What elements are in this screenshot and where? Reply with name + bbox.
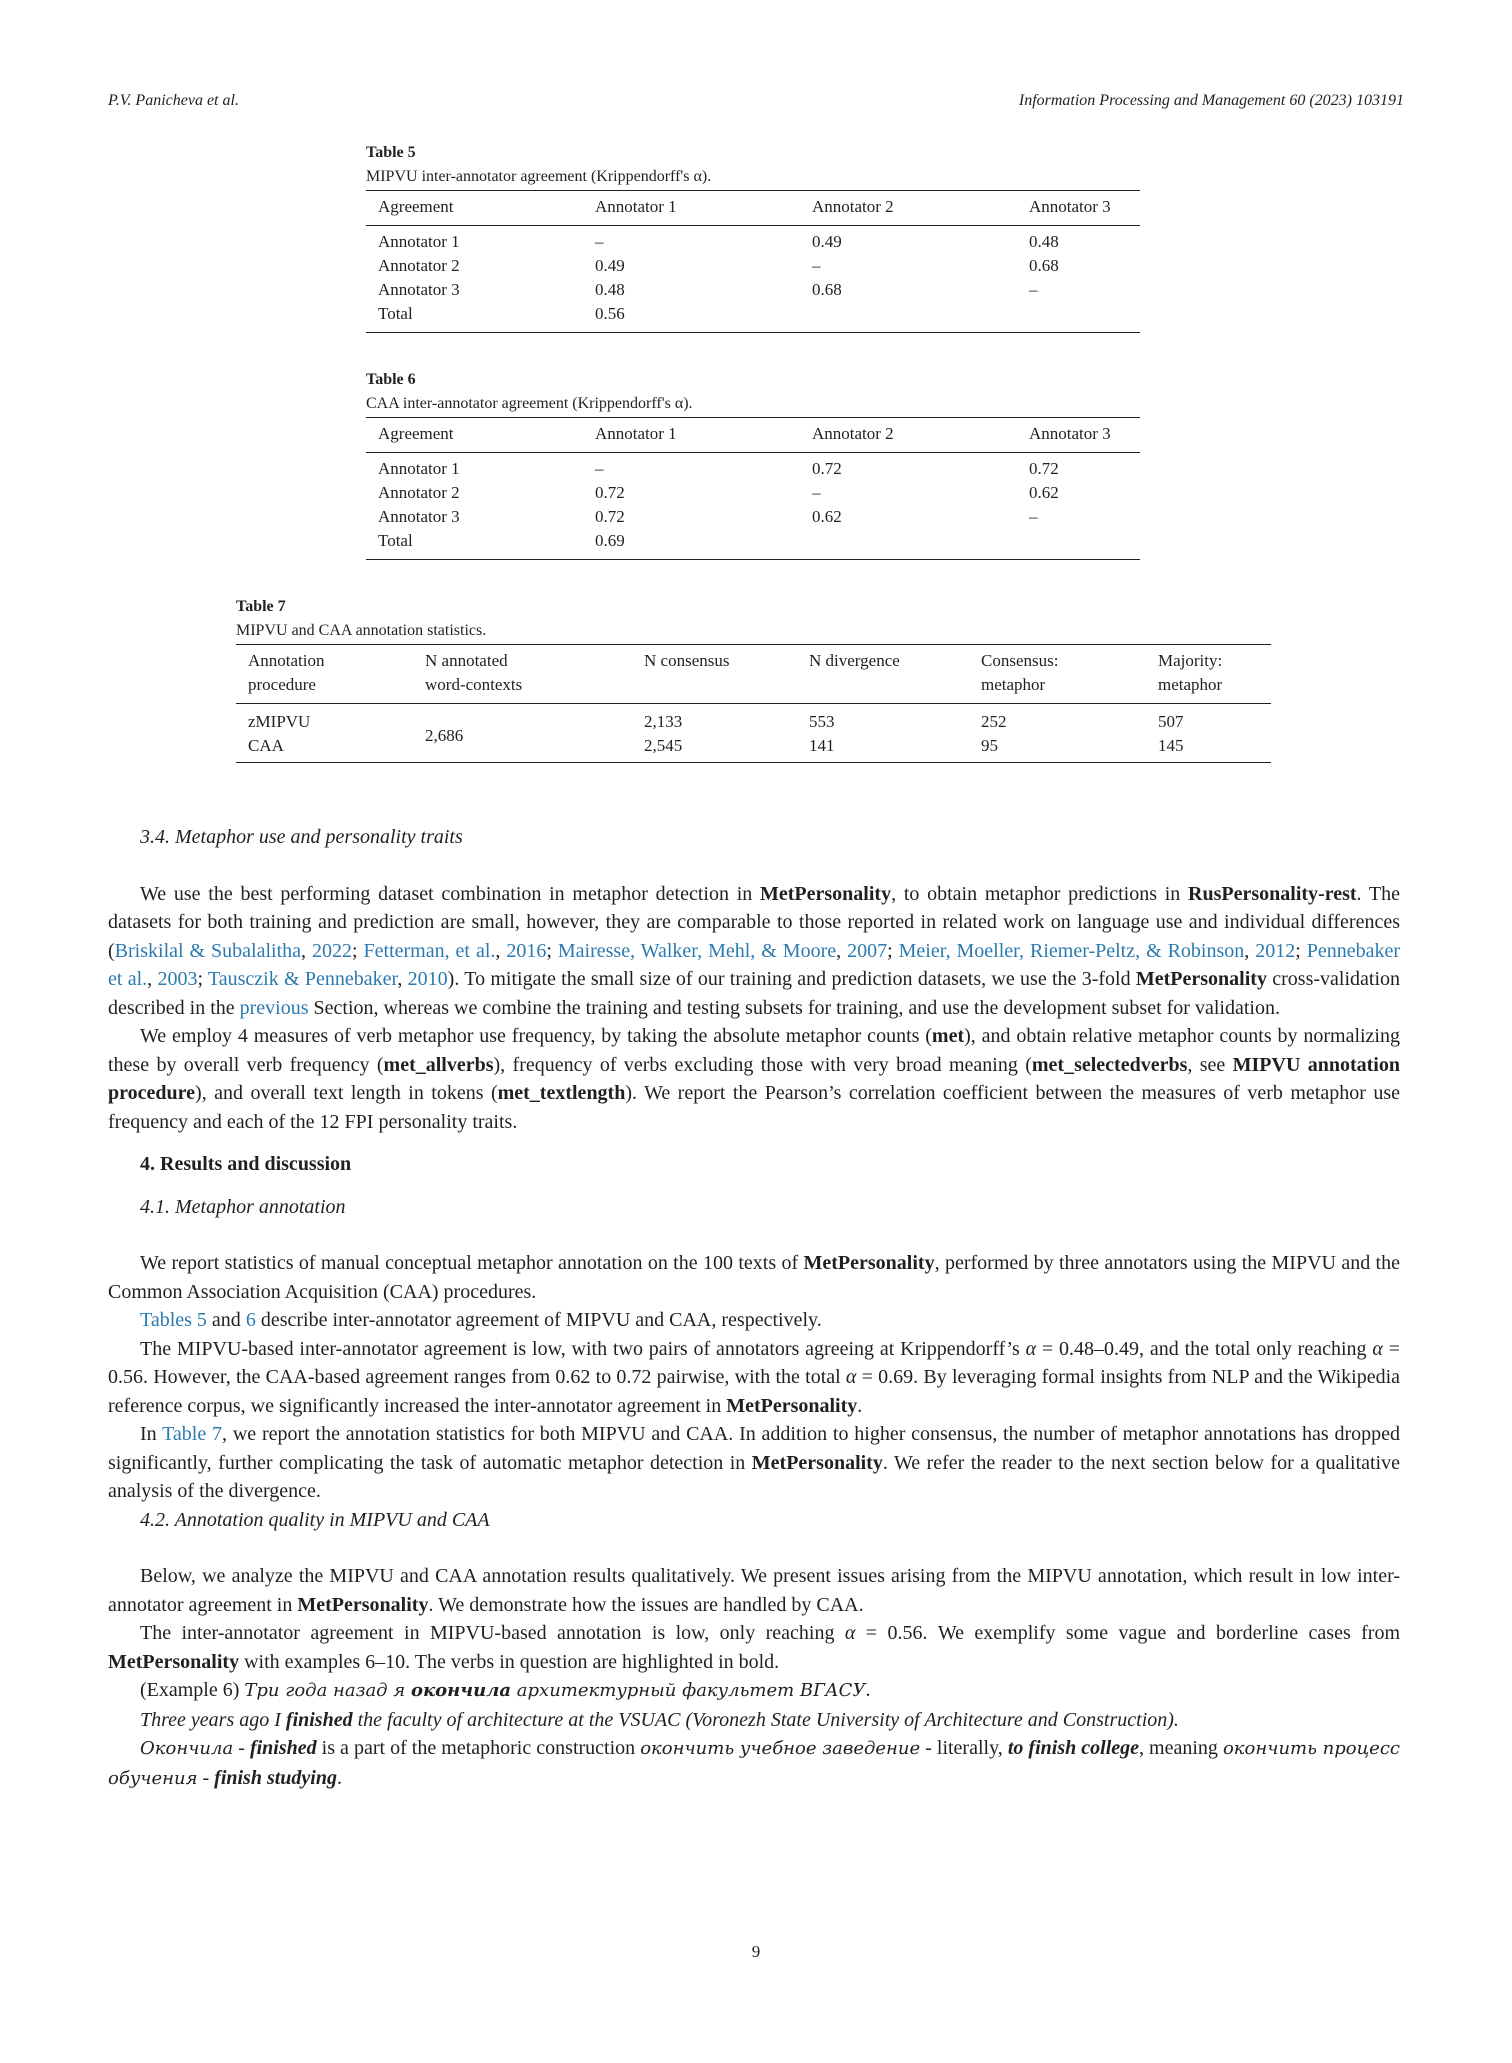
table-cell: 0.72: [595, 483, 625, 502]
example-6: (Example 6) Три года назад я окончила архитектурный факультет ВГАСУ.: [140, 1679, 871, 1701]
citation-link[interactable]: Fetterman, et al.: [363, 939, 496, 962]
section-link[interactable]: previous: [239, 996, 309, 1019]
table7-label: Table 7: [236, 598, 286, 615]
table-header-row: [236, 645, 1271, 704]
table-cell: [1017, 531, 1140, 560]
table6: [366, 417, 1140, 560]
citation-link[interactable]: 2016: [506, 939, 547, 962]
section-heading-4-1: 4.1. Metaphor annotation: [140, 1195, 346, 1218]
table-row: [366, 256, 1140, 280]
section-heading-3-4: 3.4. Metaphor use and personality traits: [140, 826, 463, 848]
example-6-explanation: Окончила - finished is a part of the metaphoric construction окончить учебное заведение - literally, to finish college, meaning окончить процесс обучения - finish studying.: [108, 1737, 1400, 1789]
table-cell: Annotator 2: [378, 483, 460, 502]
table-row: [366, 483, 1140, 507]
table-cell: 0.68: [1029, 256, 1059, 275]
table-cell-annotated: 2,686: [425, 726, 464, 745]
table5-caption: [366, 141, 711, 189]
table-link[interactable]: Table 7: [162, 1423, 223, 1445]
column-header: Annotator 1: [595, 197, 677, 216]
table-cell: 145: [1158, 736, 1184, 755]
table6-label: Table 6: [366, 371, 416, 388]
running-header-journal: Information Processing and Management 60 (2023) 103191: [1018, 92, 1404, 109]
section-heading-4: 4. Results and discussion: [140, 1153, 352, 1175]
column-header: Consensus: metaphor: [981, 651, 1059, 694]
table-cell: –: [595, 232, 604, 251]
table-row: [366, 531, 1140, 560]
table-cell: Annotator 2: [378, 256, 460, 275]
table-cell: –: [812, 256, 821, 275]
table-cell: 0.49: [812, 232, 842, 251]
paragraph: Below, we analyze the MIPVU and CAA annotation results qualitatively. We present issues arising from the MIPVU annotation, which result in low inter-annotator agreement in MetPersonality. We demonstrate how the issues are handled by CAA.: [108, 1565, 1400, 1616]
table5: [366, 190, 1140, 333]
column-header: Agreement: [378, 424, 454, 443]
paragraph: We report statistics of manual conceptual metaphor annotation on the 100 texts of MetPersonality, performed by three annotators using the MIPVU and the Common Association Acquisition (CAA) procedures.: [108, 1252, 1400, 1303]
citation-link[interactable]: 2012: [1255, 939, 1296, 962]
table-cell: –: [1029, 507, 1038, 526]
table-cell: 0.48: [595, 280, 625, 299]
table5-label: Table 5: [366, 144, 416, 161]
table-cell: 0.68: [812, 280, 842, 299]
citation-link[interactable]: 2003: [157, 968, 198, 990]
citation-link[interactable]: 2022: [311, 939, 352, 962]
table-cell: zMIPVU: [248, 712, 311, 731]
column-header: N consensus: [644, 651, 730, 670]
column-header: Majority: metaphor: [1158, 651, 1223, 694]
column-header: N divergence: [809, 651, 900, 670]
column-header: Annotator 3: [1029, 197, 1111, 216]
table-row: [236, 704, 1271, 735]
table-cell: Total: [378, 304, 413, 323]
paragraph: The MIPVU-based inter-annotator agreement is low, with two pairs of annotators agreeing at Krippendorff’s α = 0.48–0.49, and the total only reaching α = 0.56. However, the CAA-based agreement ranges from 0.62 to 0.72 pairwise, with the total α = 0.69. By leveraging formal insights from NLP and the Wikipedia reference corpus, we significantly increased the inter-annotator agreement in MetPersonality.: [108, 1337, 1400, 1417]
paragraph: We employ 4 measures of verb metaphor use frequency, by taking the absolute metaphor counts (met), and obtain relative metaphor counts by normalizing these by overall verb frequency (met_allverbs), frequency of verbs excluding those with very broad meaning (met_selectedverbs, see MIPVU annotation procedure), and overall text length in tokens (met_textlength). We report the Pearson’s correlation coefficient between the measures of verb metaphor use frequency and each of the 12 FPI personality traits.: [108, 1025, 1401, 1133]
citation-link[interactable]: Meier, Moeller, Riemer-Peltz, & Robinson: [898, 939, 1245, 962]
example-6-translation: Three years ago I finished the faculty of architecture at the VSUAC (Voronezh State University of Architecture and Construction).: [140, 1708, 1179, 1731]
running-header-authors: P.V. Panicheva et al.: [108, 92, 239, 109]
paragraph: We use the best performing dataset combination in metaphor detection in MetPersonality, to obtain metaphor predictions in RusPersonality-rest. The datasets for both training and prediction are small, however, they are comparable to those reported in related work on language use and individual differences (Briskilal & Subalalitha, 2022; Fetterman, et al., 2016; Mairesse, Walker, Mehl, & Moore, 2007; Meier, Moeller, Riemer-Peltz, & Robinson, 2012; Pennebaker et al., 2003; Tausczik & Pennebaker, 2010). To mitigate the small size of our training and prediction datasets, we use the 3-fold MetPersonality cross-validation described in the previous Section, whereas we combine the training and testing subsets for training, and use the development subset for validation.: [108, 882, 1401, 1019]
table-link[interactable]: Tables 5: [140, 1309, 207, 1331]
paragraph: In Table 7, we report the annotation statistics for both MIPVU and CAA. In addition to higher consensus, the number of metaphor annotations has dropped significantly, further complicating the task of automatic metaphor detection in MetPersonality. We refer the reader to the next section below for a qualitative analysis of the divergence.: [108, 1423, 1400, 1502]
column-header: Annotator 2: [812, 424, 894, 443]
table-cell: [1017, 304, 1140, 333]
table-header-row: [366, 418, 1140, 453]
table-row: [236, 734, 1271, 763]
table-cell: 0.62: [1029, 483, 1059, 502]
table-header-row: [366, 191, 1140, 226]
table-cell: 553: [809, 712, 835, 731]
table6-caption: [366, 368, 693, 416]
citation-link[interactable]: Tausczik & Pennebaker: [207, 968, 398, 990]
table-row: [366, 453, 1140, 484]
table-row: [366, 304, 1140, 333]
column-header: Annotator 1: [595, 424, 677, 443]
citation-link[interactable]: Briskilal & Subalalitha: [114, 939, 302, 962]
table-cell: 95: [981, 736, 998, 755]
section-heading-4-2: 4.2. Annotation quality in MIPVU and CAA: [140, 1508, 490, 1531]
column-header: N annotated word-contexts: [425, 651, 523, 694]
table-cell: 0.62: [812, 507, 842, 526]
table-cell: 2,545: [644, 736, 683, 755]
table-cell: 0.49: [595, 256, 625, 275]
table7-caption-text: MIPVU and CAA annotation statistics.: [236, 622, 487, 639]
column-header: Annotator 2: [812, 197, 894, 216]
table-cell: Annotator 1: [378, 232, 460, 251]
table-cell: Annotator 3: [378, 280, 460, 299]
column-header: Agreement: [378, 197, 454, 216]
table-cell: Annotator 1: [378, 459, 460, 478]
table-cell: 0.72: [1029, 459, 1059, 478]
table-cell: –: [595, 459, 604, 478]
paragraph: The inter-annotator agreement in MIPVU-based annotation is low, only reaching α = 0.56. We exemplify some vague and borderline cases from MetPersonality with examples 6–10. The verbs in question are highlighted in bold.: [108, 1622, 1401, 1673]
table-cell: 507: [1158, 712, 1184, 731]
table-cell: 2,133: [644, 712, 683, 731]
column-header: Annotation procedure: [248, 651, 325, 694]
table-cell: 0.72: [812, 459, 842, 478]
table-cell: Annotator 3: [378, 507, 460, 526]
table-cell: –: [1029, 280, 1038, 299]
table5-caption-text: MIPVU inter-annotator agreement (Krippendorff's α).: [366, 168, 712, 185]
table-cell: 0.69: [595, 531, 625, 550]
table-cell: 141: [809, 736, 835, 755]
table-cell: 0.56: [595, 304, 625, 323]
table-cell: 0.72: [595, 507, 625, 526]
page-number: 9: [751, 1942, 761, 1961]
table-cell: Total: [378, 531, 413, 550]
table-cell: [800, 304, 1017, 333]
paragraph: Tables 5 and 6 describe inter-annotator agreement of MIPVU and CAA, respectively.: [140, 1309, 822, 1331]
citation-link[interactable]: 2010: [407, 968, 448, 990]
table-row: [366, 507, 1140, 531]
table-link[interactable]: 6: [245, 1309, 256, 1331]
table-cell: CAA: [248, 736, 284, 755]
citation-link[interactable]: Mairesse, Walker, Mehl, & Moore: [557, 939, 837, 962]
table6-caption-text: CAA inter-annotator agreement (Krippendorff's α).: [366, 395, 693, 412]
citation-link[interactable]: 2007: [847, 939, 888, 962]
citation-link[interactable]: Pennebaker et al.: [108, 939, 1401, 990]
table-cell: –: [812, 483, 821, 502]
table-row: [366, 226, 1140, 257]
body-text: [108, 823, 1400, 1793]
table7-caption: [236, 595, 486, 643]
table7: [236, 644, 1271, 763]
table-cell: 252: [981, 712, 1007, 731]
table-cell: [800, 531, 1017, 560]
table-row: [366, 280, 1140, 304]
column-header: Annotator 3: [1029, 424, 1111, 443]
table-cell: 0.48: [1029, 232, 1059, 251]
